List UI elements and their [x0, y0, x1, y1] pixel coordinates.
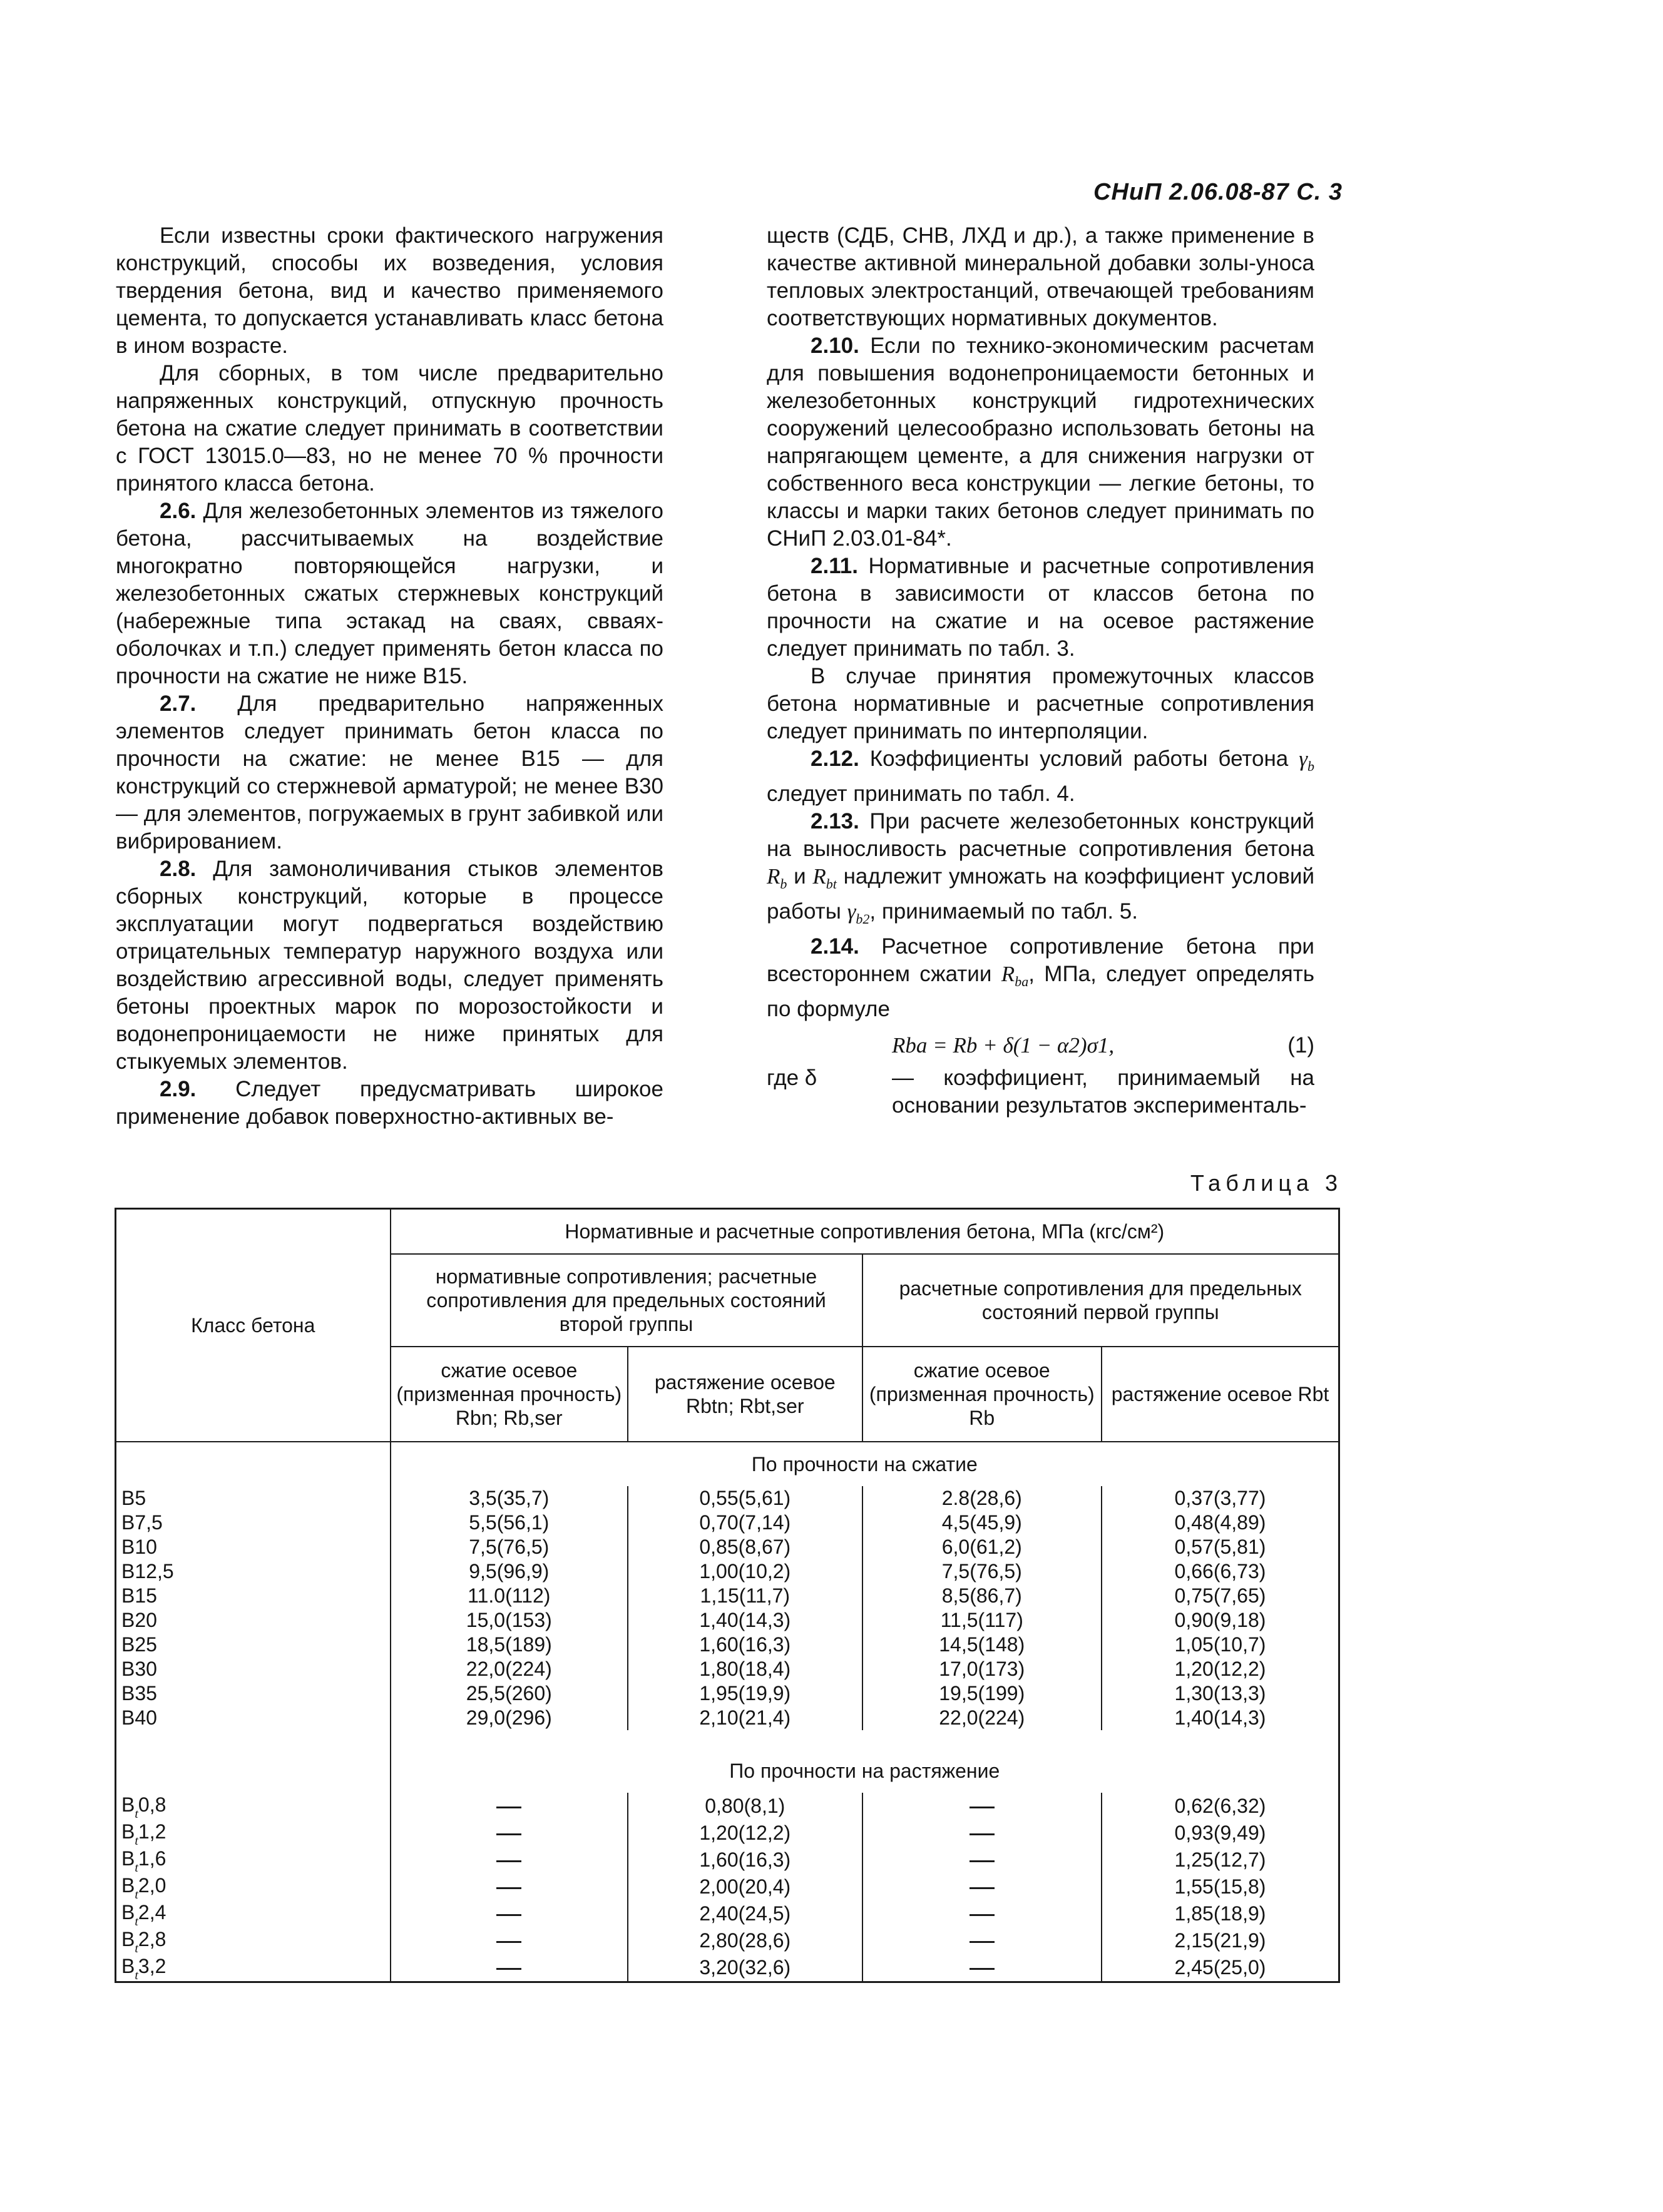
class-subscript: t	[135, 1887, 138, 1902]
dash-mark	[496, 1807, 521, 1808]
table-row	[116, 1820, 1339, 1847]
class-subscript: t	[135, 1941, 138, 1955]
table-row	[116, 1608, 1339, 1633]
symbol-r: R	[1001, 962, 1015, 986]
value-cell: 18,5(189)	[391, 1633, 628, 1657]
dash-cell	[862, 1820, 1102, 1847]
symbol-subscript: b	[1307, 758, 1314, 774]
dash-cell	[862, 1900, 1102, 1927]
paragraph: В случае принятия промежуточных классов бетона нормативные и расчетные сопротивления следует принимать по интерполяции.	[767, 664, 1314, 743]
class-cell: В35	[116, 1681, 391, 1706]
table-caption: Таблица 3	[1190, 1170, 1343, 1196]
definition	[767, 1064, 1314, 1119]
value-cell: 1,25(12,7)	[1102, 1847, 1339, 1873]
class-cell	[116, 1847, 391, 1873]
value-cell: 0,37(3,77)	[1102, 1486, 1339, 1511]
dash-mark	[970, 1941, 995, 1943]
symbol-r: R	[812, 864, 826, 889]
table-row	[116, 1486, 1339, 1511]
section-class-cell	[116, 1442, 391, 1486]
dash-cell	[391, 1873, 628, 1900]
paragraph-text: следует принимать по табл. 4.	[767, 782, 1075, 806]
class-cell	[116, 1900, 391, 1927]
value-cell: 22,0(224)	[862, 1706, 1102, 1730]
clause-number: 2.10.	[811, 334, 859, 358]
value-cell: 15,0(153)	[391, 1608, 628, 1633]
class-subscript: t	[135, 1833, 138, 1848]
class-cell	[116, 1873, 391, 1900]
paragraph-text: и	[787, 864, 813, 889]
clause-number: 2.11.	[811, 554, 858, 578]
value-cell: 4,5(45,9)	[862, 1511, 1102, 1535]
paragraph-text: , МПа, следует определять по формуле	[767, 962, 1314, 1021]
class-letter: B	[121, 1954, 135, 1977]
paragraph-2-14	[767, 933, 1314, 1023]
class-value: 1,2	[138, 1820, 166, 1843]
value-cell: 7,5(76,5)	[391, 1535, 628, 1559]
dash-cell	[391, 1793, 628, 1820]
table-row	[116, 1847, 1339, 1873]
value-cell: 29,0(296)	[391, 1706, 628, 1730]
symbol-gamma: γ	[1299, 747, 1307, 771]
class-cell	[116, 1927, 391, 1954]
value-cell: 1,40(14,3)	[1102, 1706, 1339, 1730]
value-cell: 0,90(9,18)	[1102, 1608, 1339, 1633]
dash-mark	[496, 1833, 521, 1835]
clause-number: 2.9.	[160, 1077, 197, 1101]
table-top-header: Нормативные и расчетные сопротивления бетона, МПа (кгс/см²)	[391, 1209, 1339, 1254]
paragraph-2-10	[767, 332, 1314, 553]
value-cell: 19,5(199)	[862, 1681, 1102, 1706]
dash-cell	[862, 1847, 1102, 1873]
class-letter: B	[121, 1927, 135, 1950]
class-cell: В7,5	[116, 1511, 391, 1535]
group-header-normative: нормативные сопротивления; расчетные сопротивления для предельных состояний второй группы	[391, 1254, 862, 1347]
value-cell: 1,95(19,9)	[628, 1681, 862, 1706]
class-letter: B	[121, 1820, 135, 1843]
value-cell: 1,55(15,8)	[1102, 1873, 1339, 1900]
value-cell: 9,5(96,9)	[391, 1559, 628, 1584]
spacer-row	[116, 1730, 1339, 1749]
paragraph-2-12	[767, 745, 1314, 808]
value-cell: 1,05(10,7)	[1102, 1633, 1339, 1657]
value-cell: 1,20(12,2)	[1102, 1657, 1339, 1681]
value-cell: 2,40(24,5)	[628, 1900, 862, 1927]
value-cell: 11,5(117)	[862, 1608, 1102, 1633]
value-cell: 2,80(28,6)	[628, 1927, 862, 1954]
class-cell: В20	[116, 1608, 391, 1633]
dash-cell	[391, 1954, 628, 1982]
value-cell: 3,5(35,7)	[391, 1486, 628, 1511]
dash-mark	[970, 1968, 995, 1970]
dash-cell	[391, 1820, 628, 1847]
table-row	[116, 1633, 1339, 1657]
table-row	[116, 1535, 1339, 1559]
paragraph-text: Если по технико-экономическим расчетам для повышения водонепроницаемости бетонных и железобетонных конструкций гидротехнических сооружений целесообразно использовать бетоны на напрягающем цементе, а для снижения нагрузки от собственного веса конструкции — легкие бетоны, то классы и марки таких бетонов следует принимать по СНиП 2.03.01-84*.	[767, 334, 1314, 551]
value-cell: 0,70(7,14)	[628, 1511, 862, 1535]
value-cell: 2,00(20,4)	[628, 1873, 862, 1900]
class-subscript: t	[135, 1860, 138, 1875]
dash-cell	[391, 1927, 628, 1954]
table-row	[116, 1511, 1339, 1535]
paragraph-2-11	[767, 553, 1314, 663]
class-subscript: t	[135, 1807, 138, 1821]
value-cell: 6,0(61,2)	[862, 1535, 1102, 1559]
class-cell: В12,5	[116, 1559, 391, 1584]
class-cell: В10	[116, 1535, 391, 1559]
class-value: 0,8	[138, 1793, 166, 1816]
value-cell: 0,93(9,49)	[1102, 1820, 1339, 1847]
dash-cell	[391, 1847, 628, 1873]
column-header-tension-design: растяжение осевое Rbt	[1102, 1347, 1339, 1442]
paragraph-text: Для замоноличивания стыков элементов сборных конструкций, которые в процессе эксплуатации могут подвергаться воздействию отрицательных температур наружного воздуха или воздействию агрессивной воды, следует применять бетоны проектных марок по морозостойкости и водонепроницаемости не ниже принятых для стыкуемых элементов.	[116, 857, 663, 1074]
paragraph-text: При расчете железобетонных конструкций на выносливость расчетные сопротивления бетона	[767, 809, 1314, 861]
symbol-subscript: ba	[1015, 974, 1029, 989]
class-value: 2,0	[138, 1873, 166, 1897]
class-cell: В40	[116, 1706, 391, 1730]
table-row	[116, 1559, 1339, 1584]
value-cell: 0,80(8,1)	[628, 1793, 862, 1820]
value-cell: 0,48(4,89)	[1102, 1511, 1339, 1535]
paragraph-text: Нормативные и расчетные сопротивления бетона в зависимости от классов бетона по прочности на сжатие и на осевое растяжение следует принимать по табл. 3.	[767, 554, 1314, 661]
paragraph: Если известны сроки фактического нагружения конструкций, способы их возведения, условия твердения бетона, вид и качество применяемого цемента, то допускается устанавливать класс бетона в ином возрасте.	[116, 223, 663, 358]
spacer-cell	[391, 1730, 1339, 1749]
paragraph-text: Коэффициенты условий работы бетона	[859, 747, 1299, 771]
class-cell: В25	[116, 1633, 391, 1657]
table-row	[116, 1793, 1339, 1820]
class-value: 2,4	[138, 1900, 166, 1924]
paragraph-2-6	[116, 497, 663, 690]
clause-number: 2.14.	[811, 934, 859, 959]
table-row	[116, 1954, 1339, 1982]
table-row	[116, 1927, 1339, 1954]
dash-cell	[391, 1900, 628, 1927]
paragraph-text: Для предварительно напряженных элементов следует принимать бетон класса по прочности на сжатие: не менее В15 — для конструкций со стержневой арматурой; не менее В30 — для элементов, погружаемых в грунт забивкой или вибрированием.	[116, 691, 663, 854]
value-cell: 5,5(56,1)	[391, 1511, 628, 1535]
column-header-tension-normative: растяжение осевое Rbtn; Rbt,ser	[628, 1347, 862, 1442]
value-cell: 2.8(28,6)	[862, 1486, 1102, 1511]
spacer-cell	[116, 1730, 391, 1749]
dash-mark	[496, 1860, 521, 1862]
page-header: СНиП 2.06.08-87 С. 3	[1093, 179, 1343, 205]
value-cell: 0,57(5,81)	[1102, 1535, 1339, 1559]
clause-number: 2.6.	[160, 499, 197, 523]
symbol-subscript: bt	[826, 876, 837, 892]
class-letter: B	[121, 1793, 135, 1816]
class-cell: В15	[116, 1584, 391, 1608]
section-class-cell	[116, 1749, 391, 1793]
dash-cell	[862, 1873, 1102, 1900]
value-cell: 17,0(173)	[862, 1657, 1102, 1681]
table-row	[116, 1584, 1339, 1608]
left-column	[116, 222, 663, 1131]
dash-mark	[970, 1914, 995, 1916]
class-subscript: t	[135, 1914, 138, 1929]
formula-number: (1)	[1287, 1033, 1314, 1058]
value-cell: 1,00(10,2)	[628, 1559, 862, 1584]
value-cell: 0,85(8,67)	[628, 1535, 862, 1559]
table-row	[116, 1900, 1339, 1927]
formula-1	[767, 1032, 1314, 1059]
value-cell: 3,20(32,6)	[628, 1954, 862, 1982]
dash-mark	[970, 1887, 995, 1889]
dash-cell	[862, 1954, 1102, 1982]
formula-expression: Rba = Rb + δ(1 − α2)σ1,	[892, 1033, 1115, 1058]
column-header-compression-normative: сжатие осевое (призменная прочность) Rbn; Rb,ser	[391, 1347, 628, 1442]
value-cell: 1,30(13,3)	[1102, 1681, 1339, 1706]
symbol-subscript: b2	[856, 911, 870, 927]
paragraph-text: надлежит умножать на коэффициент условий работы	[767, 864, 1315, 924]
class-cell	[116, 1954, 391, 1982]
symbol-r: R	[767, 864, 780, 889]
clause-number: 2.12.	[811, 747, 859, 771]
paragraph-2-8	[116, 855, 663, 1076]
definition-text: — коэффициент, принимаемый на основании результатов эксперименталь-	[892, 1066, 1314, 1118]
value-cell: 1,40(14,3)	[628, 1608, 862, 1633]
symbol-subscript: b	[780, 876, 787, 892]
value-cell: 0,62(6,32)	[1102, 1793, 1339, 1820]
section-row	[116, 1749, 1339, 1793]
value-cell: 2,45(25,0)	[1102, 1954, 1339, 1982]
class-value: 3,2	[138, 1954, 166, 1977]
dash-mark	[970, 1833, 995, 1835]
value-cell: 14,5(148)	[862, 1633, 1102, 1657]
class-letter: B	[121, 1873, 135, 1897]
value-cell: 1,60(16,3)	[628, 1633, 862, 1657]
paragraph-2-13	[767, 808, 1314, 933]
table-body	[116, 1442, 1339, 1982]
paragraph-text: Для железобетонных элементов из тяжелого бетона, рассчитываемых на воздействие многократно повторяющейся нагрузки, и железобетонных сжатых стержневых конструкций (набережные типа эстакад на сваях, свваях-оболочках и т.п.) следует применять бетон класса по прочности на сжатие не ниже В15.	[116, 499, 663, 688]
value-cell: 1,60(16,3)	[628, 1847, 862, 1873]
value-cell: 22,0(224)	[391, 1657, 628, 1681]
paragraph-text: , принимаемый по табл. 5.	[869, 899, 1138, 924]
table-row	[116, 1681, 1339, 1706]
value-cell: 0,75(7,65)	[1102, 1584, 1339, 1608]
dash-mark	[496, 1914, 521, 1916]
value-cell: 2,15(21,9)	[1102, 1927, 1339, 1954]
class-cell: В30	[116, 1657, 391, 1681]
value-cell: 1,80(18,4)	[628, 1657, 862, 1681]
dash-mark	[970, 1860, 995, 1862]
paragraph-2-9	[116, 1076, 663, 1131]
column-header-class: Класс бетона	[116, 1209, 391, 1442]
value-cell: 11.0(112)	[391, 1584, 628, 1608]
class-letter: B	[121, 1900, 135, 1924]
value-cell: 1,20(12,2)	[628, 1820, 862, 1847]
value-cell: 0,66(6,73)	[1102, 1559, 1339, 1584]
symbol-gamma: γ	[847, 899, 856, 924]
dash-mark	[496, 1941, 521, 1943]
class-value: 1,6	[138, 1847, 166, 1870]
clause-number: 2.8.	[160, 857, 197, 881]
definition-term: где δ	[767, 1066, 817, 1090]
paragraph: Для сборных, в том числе предварительно напряженных конструкций, отпускную прочность бетона на сжатие следует принимать в соответствии с ГОСТ 13015.0—83, но не менее 70 % прочности принятого класса бетона.	[116, 361, 663, 496]
group-header-design: расчетные сопротивления для предельных состояний первой группы	[862, 1254, 1339, 1347]
paragraph-2-7	[116, 690, 663, 855]
value-cell: 25,5(260)	[391, 1681, 628, 1706]
value-cell: 1,15(11,7)	[628, 1584, 862, 1608]
class-cell: В5	[116, 1486, 391, 1511]
section-title: По прочности на сжатие	[391, 1442, 1339, 1486]
column-header-compression-design: сжатие осевое (призменная прочность) Rb	[862, 1347, 1102, 1442]
section-title: По прочности на растяжение	[391, 1749, 1339, 1793]
dash-mark	[496, 1887, 521, 1889]
dash-cell	[862, 1927, 1102, 1954]
right-column	[767, 222, 1314, 1119]
class-cell	[116, 1820, 391, 1847]
dash-cell	[862, 1793, 1102, 1820]
table-row	[116, 1657, 1339, 1681]
class-value: 2,8	[138, 1927, 166, 1950]
value-cell: 8,5(86,7)	[862, 1584, 1102, 1608]
table-3	[115, 1208, 1340, 1983]
paragraph-text: Следует предусматривать широкое применение добавок поверхностно-активных ве-	[116, 1077, 663, 1129]
clause-number: 2.7.	[160, 691, 197, 716]
table-row	[116, 1706, 1339, 1730]
class-subscript: t	[135, 1968, 138, 1982]
value-cell: 0,55(5,61)	[628, 1486, 862, 1511]
dash-mark	[496, 1968, 521, 1970]
clause-number: 2.13.	[811, 809, 859, 833]
section-row	[116, 1442, 1339, 1486]
value-cell: 7,5(76,5)	[862, 1559, 1102, 1584]
dash-mark	[970, 1807, 995, 1808]
paragraph: ществ (СДБ, СНВ, ЛХД и др.), а также применение в качестве активной минеральной добавки золы-уноса тепловых электростанций, отвечающей требованиям соответствующих нормативных документов.	[767, 223, 1314, 330]
value-cell: 2,10(21,4)	[628, 1706, 862, 1730]
class-letter: B	[121, 1847, 135, 1870]
class-cell	[116, 1793, 391, 1820]
table-row	[116, 1873, 1339, 1900]
paragraph-text: Расчетное сопротивление бетона при всестороннем сжатии	[767, 934, 1314, 986]
value-cell: 1,85(18,9)	[1102, 1900, 1339, 1927]
